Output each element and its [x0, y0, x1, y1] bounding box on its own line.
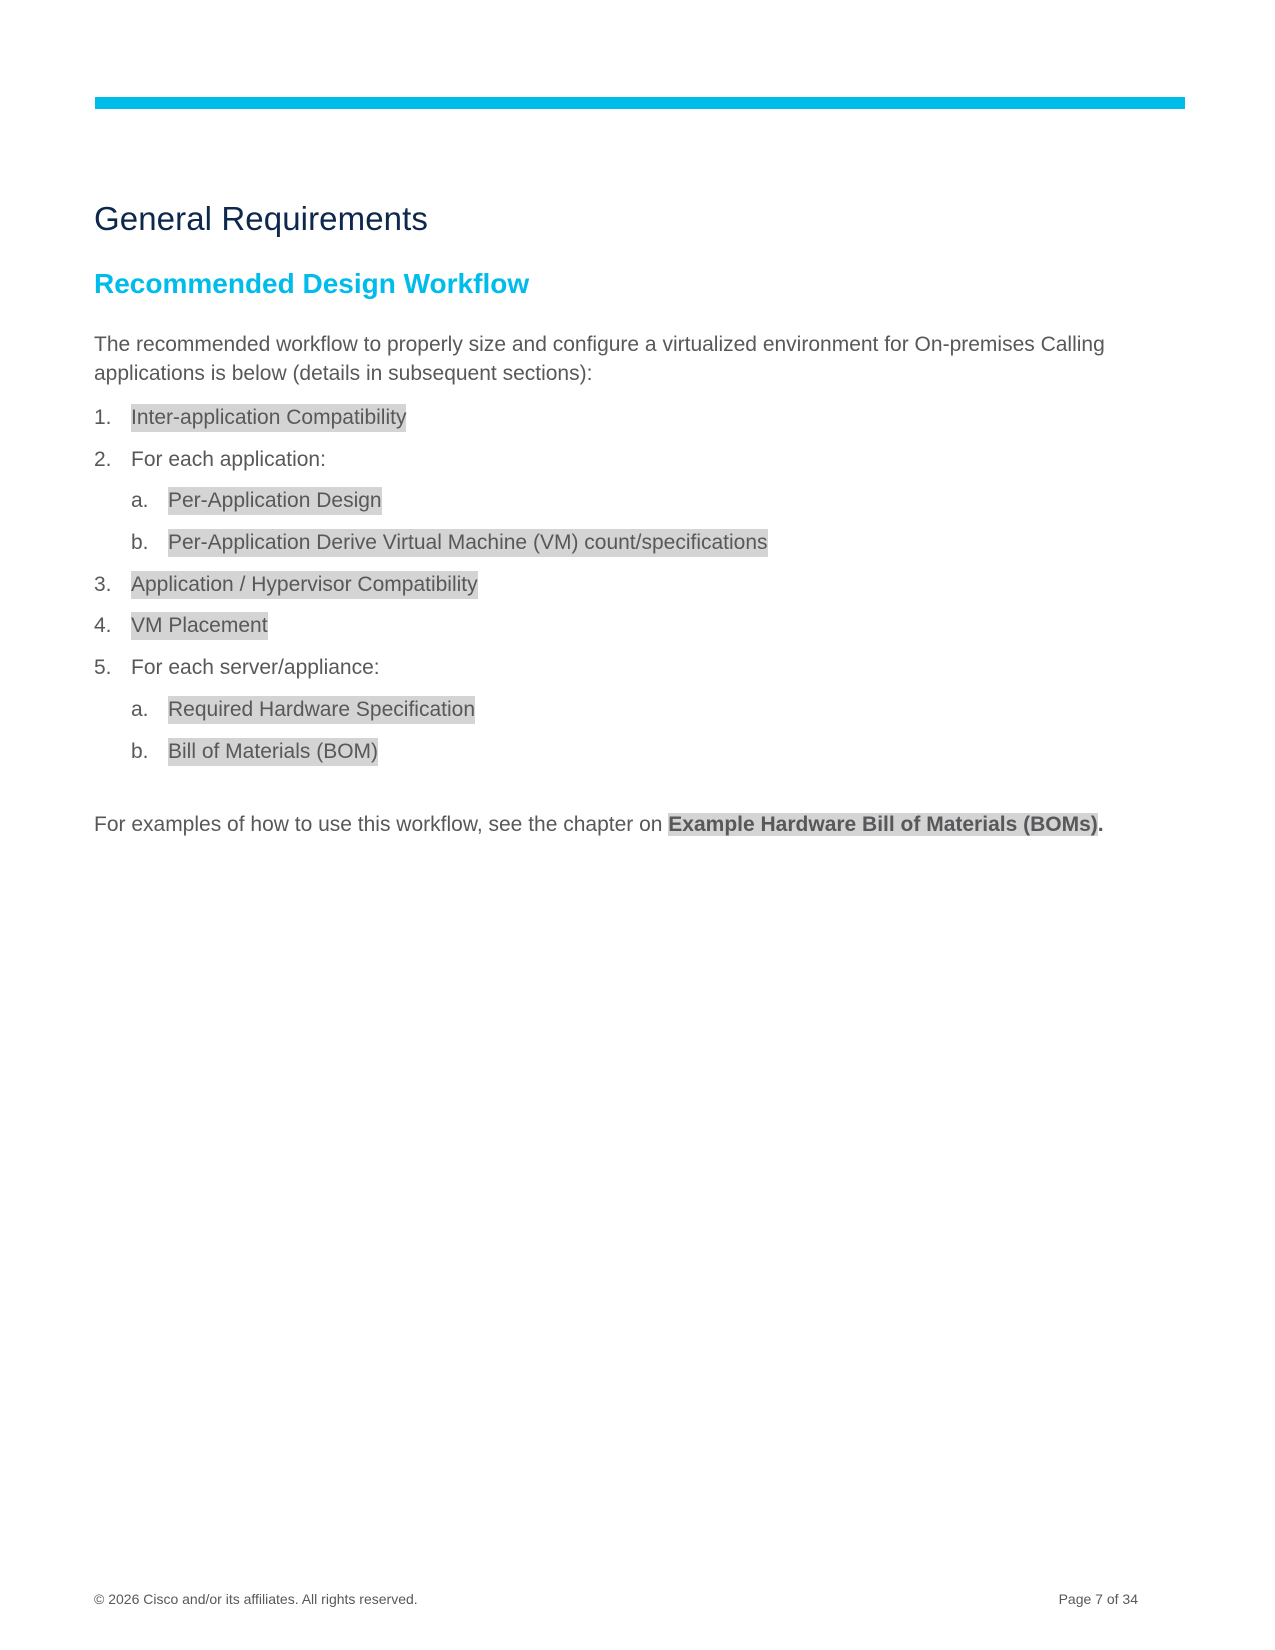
vm-placement-link[interactable]: VM Placement: [131, 612, 268, 640]
inter-application-compatibility-link[interactable]: Inter-application Compatibility: [131, 404, 406, 432]
step-marker: 3.: [94, 572, 112, 596]
step-marker: 5.: [94, 656, 112, 680]
workflow-step-4: [94, 612, 1134, 640]
workflow-step-3: [94, 571, 1134, 599]
workflow-list: [94, 404, 1134, 779]
substep-marker: a.: [131, 489, 149, 513]
substep-marker: b.: [131, 531, 149, 555]
required-hardware-specification-link[interactable]: Required Hardware Specification: [168, 696, 475, 724]
bill-of-materials-link[interactable]: Bill of Materials (BOM): [168, 738, 378, 766]
substep-marker: a.: [131, 697, 149, 721]
closing-text: For examples of how to use this workflow, see the chapter on: [94, 813, 669, 836]
workflow-substep-2a: [94, 487, 1134, 515]
workflow-step-1: [94, 404, 1134, 432]
step-label: For each application:: [131, 447, 326, 471]
footer-copyright: © 2026 Cisco and/or its affiliates. All rights reserved.: [94, 1591, 418, 1607]
section-title: Recommended Design Workflow: [94, 268, 530, 299]
step-label: For each server/appliance:: [131, 656, 380, 680]
step-marker: 4.: [94, 614, 112, 638]
derive-vm-count-link[interactable]: Per-Application Derive Virtual Machine (VM) count/specifications: [168, 529, 768, 557]
closing-paragraph: [94, 810, 1124, 840]
step-marker: 1.: [94, 406, 112, 429]
hypervisor-compatibility-link[interactable]: Application / Hypervisor Compatibility: [131, 571, 478, 599]
workflow-substep-2b: [94, 529, 1134, 557]
workflow-step-5: [94, 654, 1134, 682]
workflow-step-2: [94, 446, 1134, 474]
workflow-substep-5a: [94, 696, 1134, 724]
example-bom-chapter-link[interactable]: Example Hardware Bill of Materials (BOMs): [668, 813, 1098, 836]
page-title: General Requirements: [94, 200, 428, 237]
footer-page-number: Page 7 of 34: [1058, 1591, 1138, 1607]
workflow-substep-5b: [94, 738, 1134, 766]
step-marker: 2.: [94, 447, 112, 471]
closing-period: .: [1097, 813, 1104, 836]
substep-marker: b.: [131, 739, 149, 763]
intro-paragraph: The recommended workflow to properly size and configure a virtualized environment for On-premises Calling applications is below (details in subsequent sections):: [94, 333, 1105, 385]
header-accent-bar: [95, 97, 1185, 109]
per-application-design-link[interactable]: Per-Application Design: [168, 487, 382, 515]
